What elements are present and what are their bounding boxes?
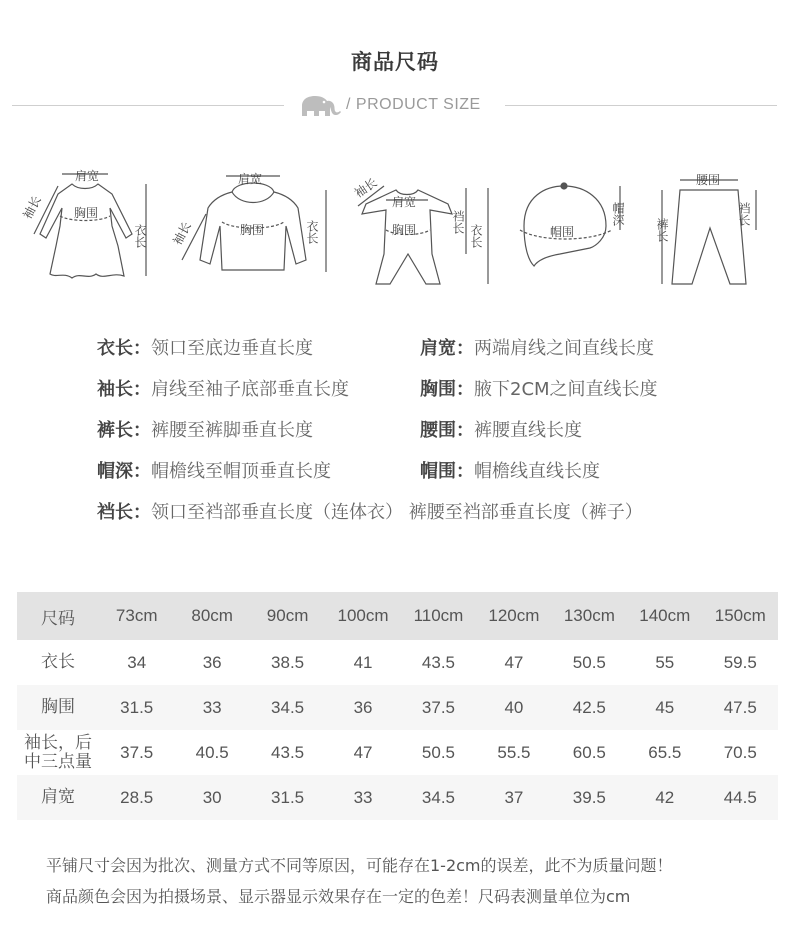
definition-desc: 裤腰直线长度 [474,420,582,441]
table-cell: 59.5 [723,652,757,672]
definition-desc: 领口至裆部垂直长度（连体衣） 裤腰至裆部垂直长度（裤子） [151,502,643,523]
table-header-cell: 130cm [563,606,615,625]
table-cell: 37.5 [120,742,154,762]
dress-shoulder-label: 肩宽 [75,169,100,183]
table-cell: 34.5 [271,697,305,717]
divider-left [12,105,284,106]
definition-desc: 领口至底边垂直长度 [151,338,313,359]
table-cell: 42.5 [572,697,606,717]
table-cell: 31.5 [120,697,154,717]
table-row [17,730,778,775]
table-cell: 42 [655,787,675,807]
table-cell: 39.5 [572,787,606,807]
table-cell: 70.5 [723,742,757,762]
definition-term: 袖长： [97,379,151,400]
table-cell: 28.5 [120,787,154,807]
table-header-cell: 120cm [488,606,540,625]
table-cell: 40 [504,697,524,717]
table-header-cell: 73cm [115,606,158,625]
table-cell: 36 [353,697,373,717]
table-cell: 44.5 [723,787,757,807]
table-row [17,775,778,820]
table-cell: 37 [504,787,524,807]
table-cell: 43.5 [421,652,456,672]
definition-item [420,334,654,362]
table-cell: 36 [202,652,222,672]
cap-circumference-label: 帽围 [550,225,575,239]
pants-figure [662,180,756,284]
definition-item [420,416,582,444]
definition-desc: 肩线至袖子底部垂直长度 [151,379,349,400]
romper-sleeve-label: 袖长 [351,175,380,201]
definition-item [97,416,313,444]
hoodie-chest-label: 胸围 [240,223,265,237]
table-cell: 38.5 [271,652,305,672]
romper-crotch-label: 裆长 [451,210,465,234]
definition-desc: 帽檐线至帽顶垂直长度 [151,461,331,482]
definition-item [97,375,349,403]
row-label: 衣长 [41,652,75,672]
table-cell: 41 [353,652,373,672]
table-cell: 47 [504,652,524,672]
table-header-cell: 140cm [639,606,691,625]
size-table [17,592,778,820]
dress-length-label: 衣长 [133,224,147,248]
table-row [17,640,778,685]
table-cell: 60.5 [572,742,606,762]
table-cell: 50.5 [421,742,456,762]
definition-item [97,498,643,526]
definition-item [420,375,658,403]
table-header-cell: 110cm [413,606,464,625]
disclaimer-note: 平铺尺寸会因为批次、测量方式不同等原因，可能存在1-2cm的误差，此不为质量问题！ [46,856,673,875]
cap-depth-label: 帽深 [611,202,625,226]
pants-crotch-label: 裆长 [737,202,751,226]
row-label: 肩宽 [41,787,75,807]
definition-term: 肩宽： [420,338,474,359]
definition-item [97,334,313,362]
table-header-cell: 80cm [191,606,233,625]
table-cell: 31.5 [271,787,305,807]
romper-length-label: 衣长 [469,224,483,248]
table-cell: 47 [353,742,373,762]
definition-term: 衣长： [97,338,151,359]
dress-figure [34,174,146,278]
dress-sleeve-label: 袖长 [20,193,44,222]
romper-shoulder-label: 肩宽 [392,195,417,209]
table-cell: 43.5 [271,742,305,762]
romper-chest-label: 胸围 [392,223,417,237]
pants-length-label: 裤长 [655,218,669,242]
hoodie-sleeve-label: 袖长 [170,219,194,248]
table-cell: 55 [655,652,675,672]
definition-term: 裤长： [97,420,151,441]
definition-term: 帽围： [420,461,474,482]
table-cell: 34 [127,652,147,672]
hoodie-length-label: 衣长 [305,220,319,244]
dress-chest-label: 胸围 [74,206,99,220]
hoodie-shoulder-label: 肩宽 [238,172,263,186]
page-title: 商品尺码 [351,50,439,74]
definition-term: 胸围： [420,379,474,400]
definition-desc: 两端肩线之间直线长度 [474,338,654,359]
definition-item [420,457,600,485]
elephant-icon [296,92,342,120]
table-cell: 34.5 [421,787,456,807]
table-cell: 33 [202,697,222,717]
subtitle: / PRODUCT SIZE [346,96,481,113]
table-cell: 65.5 [648,742,682,762]
table-cell: 40.5 [195,742,229,762]
definition-desc: 腋下2CM之间直线长度 [474,379,658,400]
color-note: 商品颜色会因为拍摄场景、显示器显示效果存在一定的色差！尺码表测量单位为cm [46,887,631,906]
table-header-cell: 尺码 [41,608,75,628]
table-row [17,685,778,730]
pants-waist-label: 腰围 [696,173,721,187]
table-cell: 30 [202,787,222,807]
definition-term: 帽深： [97,461,151,482]
table-cell: 47.5 [723,697,757,717]
definition-term: 腰围： [420,420,474,441]
table-header-cell: 90cm [266,606,309,625]
divider-right [505,105,777,106]
definition-desc: 裤腰至裤脚垂直长度 [151,420,313,441]
table-header-row [17,592,778,640]
table-header-cell: 100cm [337,606,389,625]
table-cell: 55.5 [497,742,531,762]
row-label: 袖长，后中三点量 [24,732,92,772]
table-cell: 50.5 [572,652,606,672]
subtitle-row [0,92,790,120]
row-label: 胸围 [41,697,75,717]
table-cell: 33 [353,787,373,807]
definition-item [97,457,331,485]
definition-term: 裆长： [97,502,151,523]
table-cell: 37.5 [421,697,456,717]
measurement-illustrations [0,150,790,300]
table-cell: 45 [655,697,675,717]
table-header-cell: 150cm [714,606,766,625]
definition-desc: 帽檐线直线长度 [474,461,600,482]
